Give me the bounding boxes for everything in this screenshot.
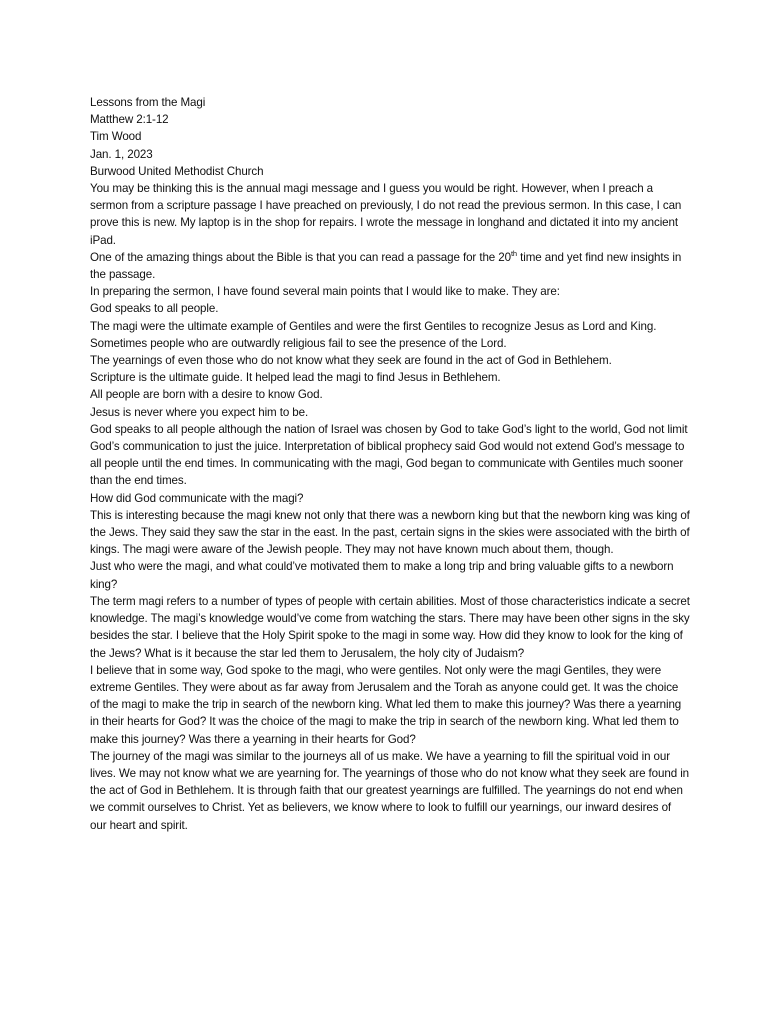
main-point: Scripture is the ultimate guide. It helped lead the magi to find Jesus in Bethlehem. — [90, 371, 501, 385]
main-point: Sometimes people who are outwardly religious fail to see the presence of the Lord. — [90, 336, 507, 350]
paragraph: The term magi refers to a number of types of people with certain abilities. Most of those characteristics indicate a secret knowledge. The magi’s knowledge would’ve come from watching the stars. There may have been other signs in the sky besides the star. I believe that the Holy Spirit spoke to the magi in some way. How did they know to look for the king of the Jews? What is it because the star led them to Jerusalem, the holy city of Judaism? — [90, 594, 690, 660]
sermon-title: Lessons from the Magi — [90, 96, 206, 109]
paragraph: God speaks to all people although the nation of Israel was chosen by God to take God’s light to the world, God not limit God’s communication to just the juice. Interpretation of biblical prophecy said God would not extend God’s message to all people until the end times. In communicating with the magi, God began to communicate with Gentiles much sooner than the end times. — [90, 422, 688, 488]
main-point: The yearnings of even those who do not know what they seek are found in the act of God in Bethlehem. — [90, 354, 612, 368]
author-name: Tim Wood — [90, 130, 142, 144]
paragraph-bible-insights — [90, 249, 690, 283]
sermon-date: Jan. 1, 2023 — [90, 147, 153, 161]
main-point: Jesus is never where you expect him to be. — [90, 405, 309, 419]
paragraph: The journey of the magi was similar to the journeys all of us make. We have a yearning to fill the spiritual void in our lives. We may not know what we are yearning for. The yearnings of those who do not know what they seek are found in the act of God in Bethlehem. It is through faith that our greatest yearnings are fulfilled. The yearnings do not end when we commit ourselves to Christ. Yet as believers, we know where to look to fulfill our yearnings, our inward desires of our heart and spirit. — [90, 749, 690, 832]
ordinal-superscript: th — [510, 248, 518, 258]
paragraph: In preparing the sermon, I have found several main points that I would like to make. They are: — [90, 285, 560, 299]
scripture-reference: Matthew 2:1-12 — [90, 113, 169, 127]
paragraph: How did God communicate with the magi? — [90, 491, 304, 505]
paragraph: You may be thinking this is the annual magi message and I guess you would be right. However, when I preach a sermon from a scripture passage I have preached on previously, I do not read the previous sermon. In this case, I can prove this is new. My laptop is in the shop for repairs. I wrote the message in longhand and dictated it into my ancient iPad. — [90, 182, 682, 247]
paragraph-text: time and yet find new insights in the passage. — [90, 250, 682, 282]
church-name: Burwood United Methodist Church — [90, 164, 264, 178]
main-point: All people are born with a desire to know God. — [90, 388, 323, 402]
document-page — [90, 94, 690, 834]
paragraph-text: One of the amazing things about the Bible is that you can read a passage for the 20 — [90, 250, 511, 264]
paragraph: This is interesting because the magi knew not only that there was a newborn king but that the newborn king was king of the Jews. They said they saw the star in the east. In the past, certain signs in the skies were associated with the birth of kings. The magi were aware of the Jewish people. They may not have known much about them, though. — [90, 508, 690, 557]
main-point: God speaks to all people. — [90, 302, 219, 316]
paragraph: Just who were the magi, and what could’ve motivated them to make a long trip and bring valuable gifts to a newborn king? — [90, 560, 674, 591]
main-point: The magi were the ultimate example of Gentiles and were the first Gentiles to recognize Jesus as Lord and King. — [90, 319, 657, 333]
paragraph: I believe that in some way, God spoke to the magi, who were gentiles. Not only were the magi Gentiles, they were extreme Gentiles. They were about as far away from Jerusalem and the Torah as anyone could get. It was the choice of the magi to make the trip in search of the newborn king. What led them to make this journey? Was there a yearning in their hearts for God? It was the choice of the magi to make the trip in search of the newborn king. What led them to make this journey? Was there a yearning in their hearts for God? — [90, 663, 682, 746]
